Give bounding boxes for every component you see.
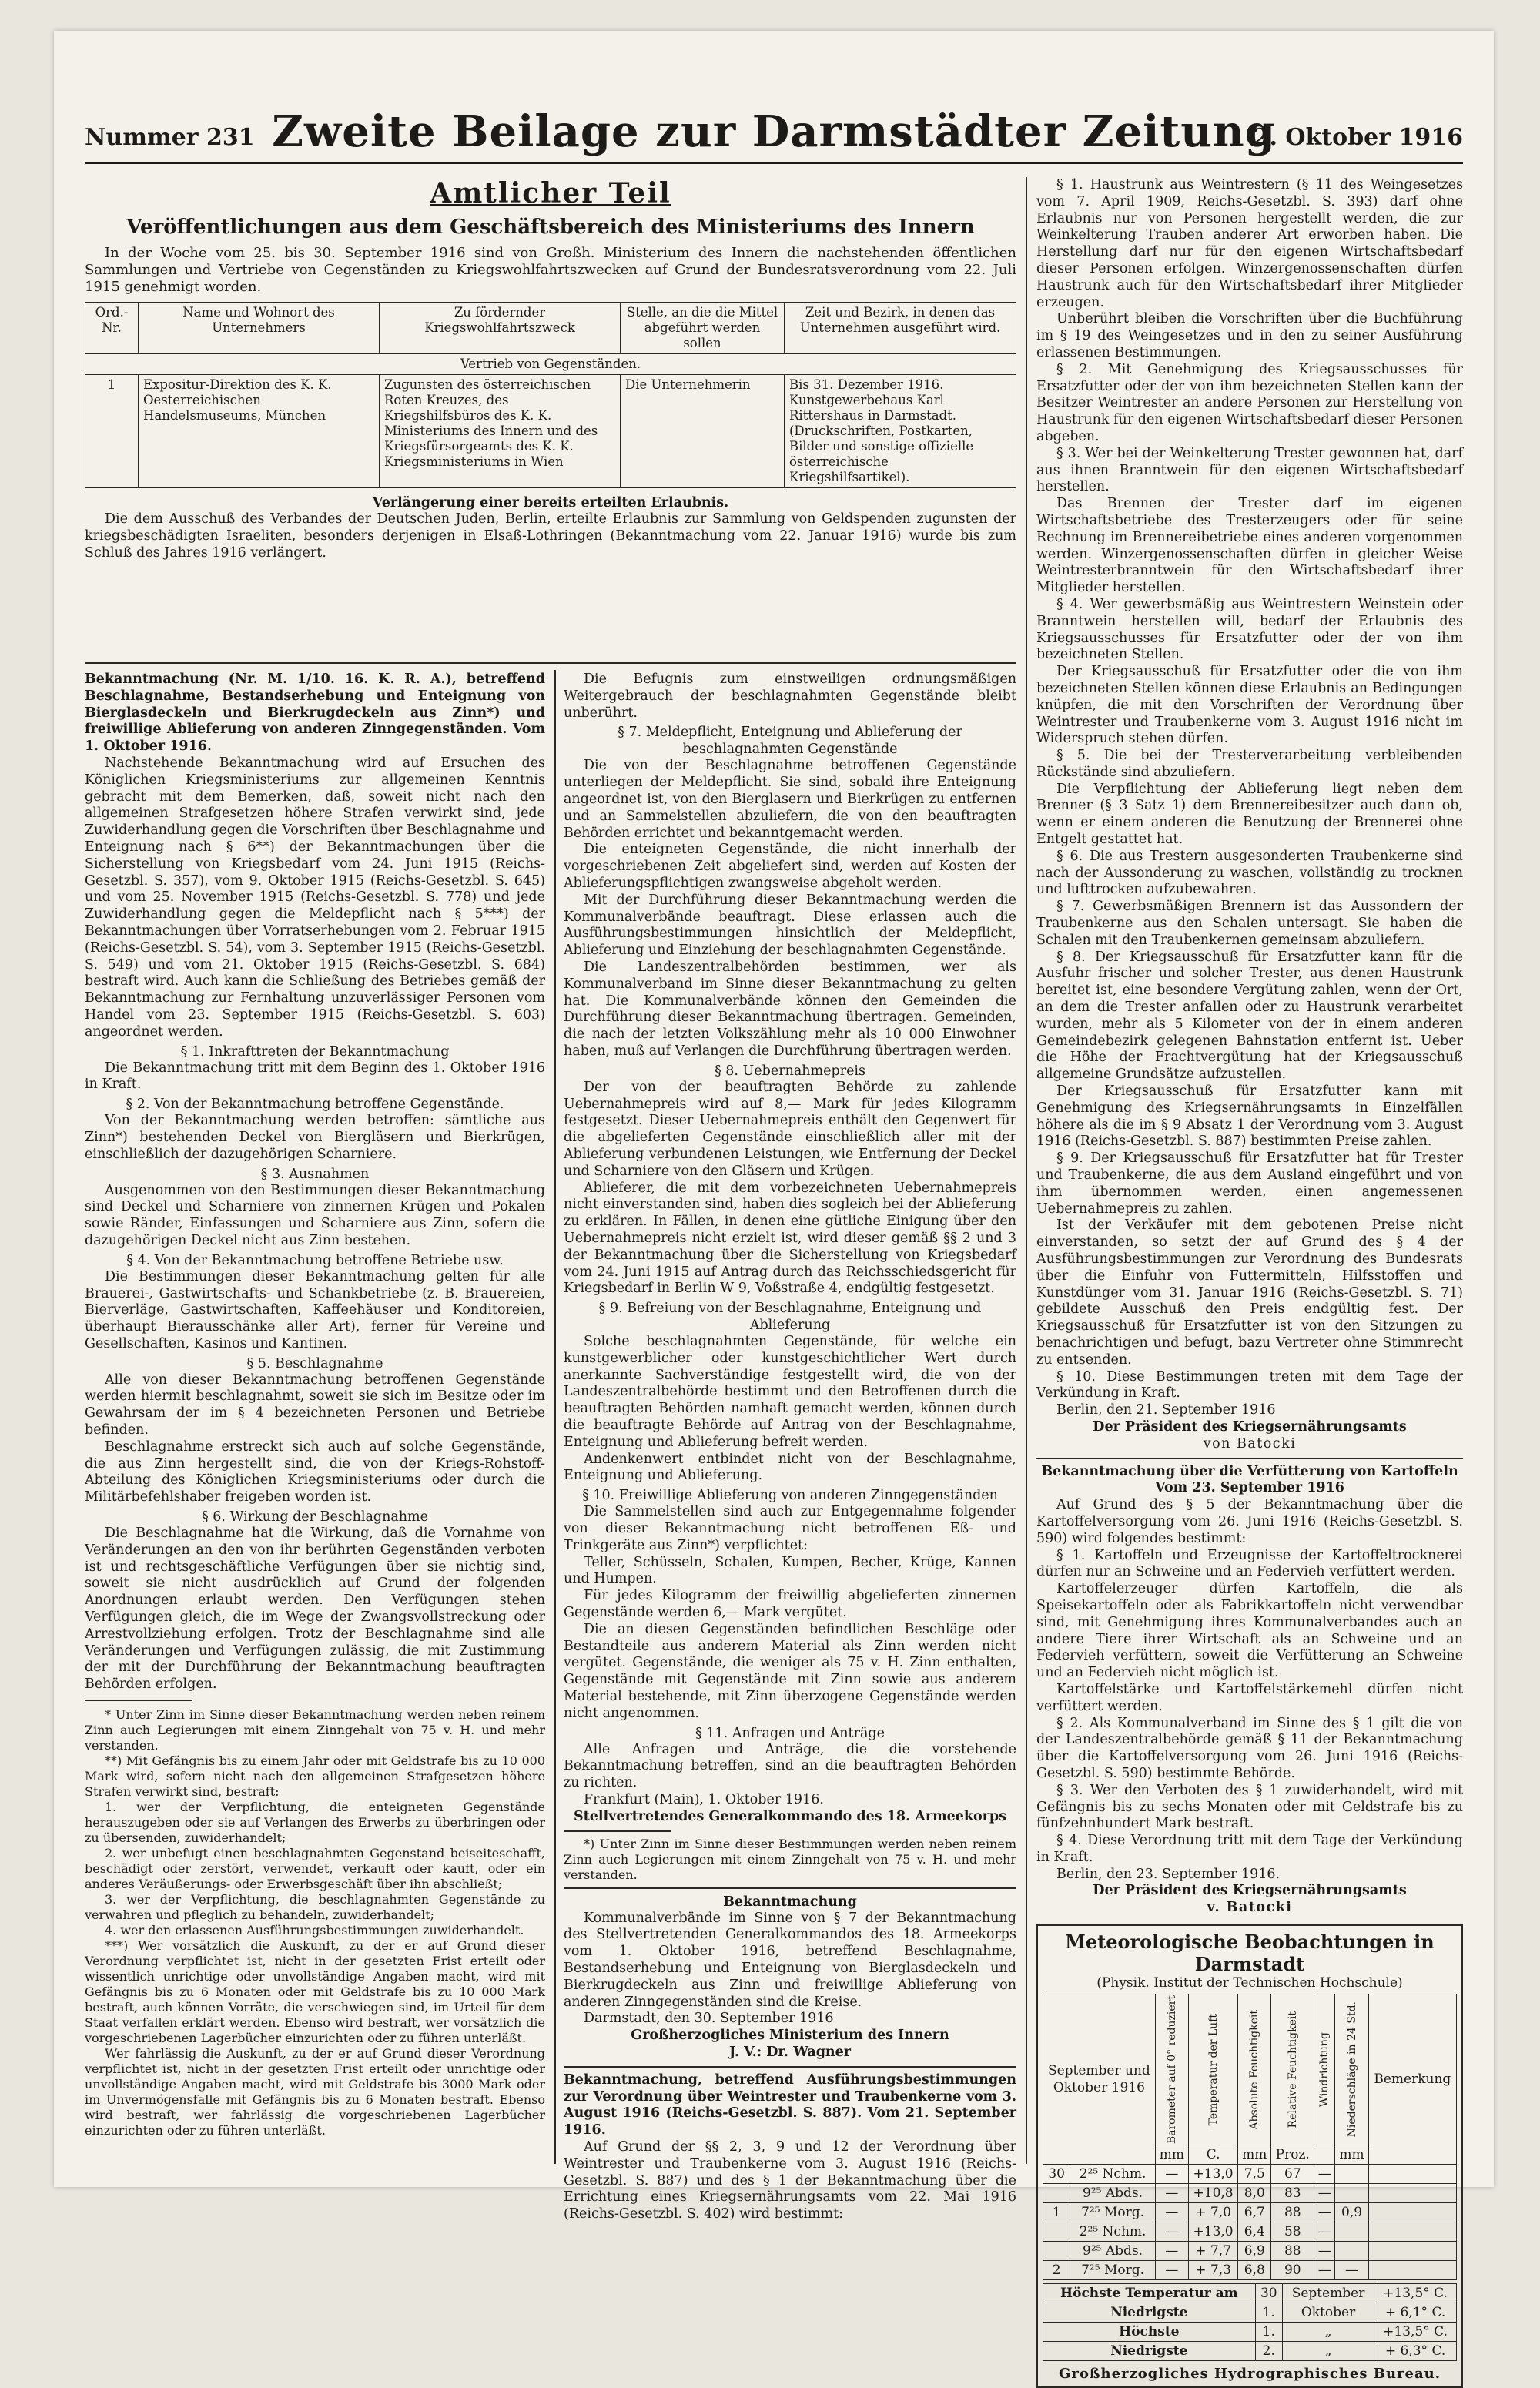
masthead (85, 92, 1463, 164)
weather-subtitle: (Physik. Institut der Technischen Hochschule) (1096, 1975, 1403, 1991)
wx-day (1043, 2184, 1070, 2203)
wx-extreme-v: + 6,1° C. (1374, 2303, 1457, 2323)
paragraph: Die Sammelstellen sind auch zur Entgegennahme folgender von dieser Bekanntmachung nicht betroffenen Eß- und Trinkgeräte aus Zinn*) verpflichtet: (564, 1504, 1016, 1553)
weather-extreme-row (1043, 2284, 1457, 2303)
wx-extreme-m: September (1282, 2284, 1374, 2303)
wx-baro: — (1155, 2261, 1188, 2280)
wx-day (1043, 2242, 1070, 2261)
column-1 (85, 672, 545, 2173)
paragraph: § 6. Die aus Trestern ausgesonderten Traubenkerne sind nach der Aussonderung zu waschen, vollständig zu trocknen und lufttrocken aufzubewahren. (1036, 848, 1463, 898)
paragraph: § 8. Der Kriegsausschuß für Ersatzfutter kann für die Ausfuhr frischer und solcher Trester, aus denen Haustrunk bereitet ist, eine besondere Vergütung zahlen, wenn der Ort, an dem die Trester anfallen oder zu Haustrunk verarbeitet wurden, mehr als 5 Kilometer von der in einem anderen Gemeindebezirk gelegenen Bahnstation entfernt ist. Ueber die Höhe der Frachtvergütung hat der Kriegsausschuß allgemeine Grundsätze aufzustellen. (1036, 949, 1463, 1083)
wx-baro: — (1155, 2222, 1188, 2242)
wx-wind: — (1314, 2165, 1335, 2184)
wx-remark (1368, 2203, 1456, 2222)
paragraph: Für jedes Kilogramm der freiwillig abgelieferten zinnernen Gegenstände werden 6,— Mark vergütet. (564, 1588, 1016, 1621)
paragraph: Nachstehende Bekanntmachung wird auf Ersuchen des Königlichen Kriegsministeriums zur allgemeinen Kenntnis gebracht mit dem Bemerken, daß, soweit nicht nach den allgemeinen Strafgesetzen höhere Strafen verwirkt sind, jede Zuwiderhandlung gegen die Vorschriften über Beschlagnahme und Enteignung nach § 6**) der Bekanntmachungen über die Sicherstellung von Kriegsbedarf vom 24. Juni 1915 (Reichs-Gesetzbl. S. 357), vom 9. Oktober 1915 (Reichs-Gesetzbl. S. 645) und vom 25. November 1915 (Reichs-Gesetzbl. S. 778) und jede Zuwiderhandlung gegen die Meldepflicht nach § 5***) der Bekanntmachungen über Vorratserhebungen vom 2. Februar 1915 (Reichs-Gesetzbl. S. 54), vom 3. September 1915 (Reichs-Gesetzbl. S. 549) und vom 21. Oktober 1915 (Reichs-Gesetzbl. S. 684) bestraft wird. Auch kann die Schließung des Betriebes gemäß der Bekanntmachung zur Fernhaltung unzuverlässiger Personen vom Handel vom 23. September 1915 (Reichs-Gesetzbl. S. 603) angeordnet werden. (85, 755, 545, 1040)
section-heading: § 2. Von der Bekanntmachung betroffene Gegenstände. (126, 1097, 504, 1113)
signature-place: Berlin, den 23. September 1916. (1056, 1866, 1281, 1882)
wx-extreme-label: Niedrigste (1043, 2342, 1256, 2361)
wx-extreme-d: 1. (1255, 2323, 1282, 2342)
footnote: ***) Wer vorsätzlich die Auskunft, zu der er auf Grund dieser Verordnung verpflichtet ist, nicht in der gesetzten Frist erteilt oder wissentlich unrichtige oder unvollständige Angaben macht, wird mit Gefängnis bis zu 6 Monaten oder mit Geldstrafe bis zu 10 000 Mark bestraft, auch können Vorräte, die verschwiegen sind, im Urteil für dem Staat verfallen erklärt werden. Ebenso wird bestraft, wer vorsätzlich die vorgeschriebenen Lagerbücher einzurichten oder zu führen unterläßt. (85, 1938, 545, 2046)
wx-day: 30 (1043, 2165, 1070, 2184)
paragraph: Die von der Beschlagnahme betroffenen Gegenstände unterliegen der Meldepflicht. Sie sind, sobald ihre Enteignung angeordnet ist, von den Bierglasern und Bierkrügen zu entfernen und an Sammelstellen abzuliefern, die von den beauftragten Behörden errichtet und bekanntgemacht werden. (564, 758, 1016, 841)
paragraph: Solche beschlagnahmten Gegenstände, für welche ein kunstgewerblicher oder kunstgeschichtlicher Wert durch anerkannte Sachverständige festgestellt wird, die von der Landeszentralbehörde bestimmt und den Betroffenen durch die beauftragten Behörden namhaft gemacht werden, können durch die beauftragte Behörde auf Antrag von der Beschlagnahme, Enteignung und Ablieferung befreit werden. (564, 1334, 1016, 1450)
wx-abs: 6,4 (1238, 2222, 1271, 2242)
wx-extreme-v: + 6,3° C. (1374, 2342, 1457, 2361)
section-heading: § 5. Beschlagnahme (246, 1355, 383, 1372)
wx-temp: + 7,7 (1189, 2242, 1238, 2261)
paragraph: Die enteigneten Gegenstände, die nicht innerhalb der vorgeschriebenen Zeit abgeliefert sind, werden auf Kosten der Ablieferungspflichtigen zwangsweise abgeholt werden. (564, 842, 1016, 891)
signature-org: Der Präsident des Kriegsernährungsamts (1093, 1883, 1407, 1899)
wx-extreme-d: 1. (1255, 2303, 1282, 2323)
paragraph: § 9. Der Kriegsausschuß für Ersatzfutter hat für Trester und Traubenkerne, die aus dem Ausland eingeführt und von ihm übernommen werden, einen angemessenen Uebernahmepreis zu zahlen. (1036, 1150, 1463, 1217)
signature-place: Frankfurt (Main), 1. Oktober 1916. (584, 1792, 824, 1808)
table-row (1043, 2261, 1457, 2280)
weather-extreme-row (1043, 2323, 1457, 2342)
cell-name: Expositur-Direktion des K. K. Oesterreichischen Handelsmuseums, München (139, 375, 380, 488)
section-heading: § 11. Anfragen und Anträge (695, 1725, 885, 1741)
weather-header-temp: Temperatur der Luft (1189, 1994, 1238, 2145)
wx-abs: 6,9 (1238, 2242, 1271, 2261)
wx-temp: +13,0 (1189, 2222, 1238, 2242)
weather-title: Meteorologische Beobachtungen in Darmstadt (1065, 1931, 1435, 1976)
wx-rain: 0,9 (1335, 2203, 1368, 2222)
extension-title: Verlängerung einer bereits erteilten Erlaubnis. (372, 495, 729, 511)
cell-nr: 1 (85, 375, 139, 488)
wx-wind: — (1314, 2203, 1335, 2222)
wx-rel: 58 (1271, 2222, 1314, 2242)
col-header-name: Name und Wohnort des Unternehmers (139, 303, 380, 354)
paragraph: § 5. Die bei der Tresterverarbeitung verbleibenden Rückstände sind abzuliefern. (1036, 748, 1463, 780)
weather-header-row (1043, 1994, 1457, 2145)
section-intro: In der Woche vom 25. bis 30. September 1916 sind von Großh. Ministerium des Innern die nachstehenden öffentlichen Sammlungen und Vertriebe von Gegenständen zu Kriegswohlfahrtszwecken auf Grund der Bundesratsverordnung vom 22. Juli 1915 genehmigt worden. (85, 245, 1016, 295)
section-heading: § 3. Ausnahmen (260, 1166, 370, 1182)
decree-title: Bekanntmachung über die Verfütterung von Kartoffeln Vom 23. September 1916 (1041, 1463, 1458, 1496)
paragraph: § 4. Diese Verordnung tritt mit dem Tage der Verkündung in Kraft. (1036, 1833, 1463, 1865)
weather-table (1043, 1994, 1457, 2280)
wx-baro: — (1155, 2165, 1188, 2184)
section-heading: § 4. Von der Bekanntmachung betroffene Betriebe usw. (126, 1252, 504, 1268)
divider (85, 662, 1016, 664)
weather-header-abs: Absolute Feuchtigkeit (1238, 1994, 1271, 2145)
wx-time: 2²⁵ Nchm. (1070, 2222, 1155, 2242)
weather-header-remark: Bemerkung (1368, 1994, 1456, 2165)
wx-extreme-m: Oktober (1282, 2303, 1374, 2323)
weather-extremes (1043, 2283, 1457, 2361)
paragraph: Die Verpflichtung der Ablieferung liegt neben dem Brenner (§ 3 Satz 1) dem Brennereibesitzer auch dann ob, wenn er einem anderen die Benutzung der Brennerei ohne Entgelt gestattet hat. (1036, 781, 1463, 848)
footnote: * Unter Zinn im Sinne dieser Bekanntmachung werden neben reinem Zinn auch Legierungen mit einem Zinngehalt von 75 v. H. und mehr verstanden. (85, 1707, 545, 1753)
notice-title: Bekanntmachung (723, 1894, 857, 1910)
footnote-item: 2. wer unbefugt einen beschlagnahmten Gegenstand beiseiteschafft, beschädigt oder zerstört, verwendet, verkauft oder kauft, oder ein anderes Veräußerungs- oder Erwerbsgeschäft über ihn abschließt; (85, 1846, 545, 1892)
signature-org: Stellvertretendes Generalkommando des 18. Armeekorps (574, 1808, 1006, 1824)
signature-name: J. V.: Dr. Wagner (728, 2044, 852, 2060)
wx-baro: — (1155, 2203, 1188, 2222)
signature-place: Berlin, den 21. September 1916 (1056, 1402, 1276, 1418)
signature-place: Darmstadt, den 30. September 1916 (584, 2011, 834, 2027)
footnote-divider (85, 1700, 192, 1701)
section-heading: § 9. Befreiung von der Beschlagnahme, Enteignung und Ablieferung (598, 1301, 982, 1334)
table-row (1043, 2184, 1457, 2203)
signature-name: v. Batocki (1207, 1900, 1293, 1916)
paragraph: Die Bestimmungen dieser Bekanntmachung gelten für alle Brauerei-, Gastwirtschafts- und Schankbetriebe (z. B. Brauereien, Bierverläge, Gastwirtschaften, Kaffeehäuser und Konditoreien, überhaupt Bierausschänke aller Art), ferner für Vereine und Gesellschaften, Kasinos und Kantinen. (85, 1268, 545, 1351)
weather-header-wind: Windrichtung (1314, 1994, 1335, 2145)
footnote-item: 3. wer der Verpflichtung, die beschlagnahmten Gegenstände zu verwahren und pfleglich zu behandeln, zuwiderhandelt; (85, 1892, 545, 1923)
registry-table (85, 302, 1016, 488)
wx-abs: 8,0 (1238, 2184, 1271, 2203)
wx-day: 2 (1043, 2261, 1070, 2280)
wx-rain (1335, 2165, 1368, 2184)
registry-header-row (85, 303, 1016, 354)
paragraph: Andenkenwert entbindet nicht von der Beschlagnahme, Enteignung und Ablieferung. (564, 1451, 1016, 1484)
column-3 (1036, 177, 1463, 2383)
wx-day: 1 (1043, 2203, 1070, 2222)
divider (564, 2066, 1016, 2068)
wx-rel: 67 (1271, 2165, 1314, 2184)
wx-rain (1335, 2222, 1368, 2242)
paragraph: § 2. Mit Genehmigung des Kriegsausschusses für Ersatzfutter oder der von ihm bezeichneten Stellen kann der Besitzer Weintrester an andere Personen zur Herstellung von Haustrunk für den eigenen Wirtschaftsbedarf dieser Personen abgeben. (1036, 361, 1463, 444)
wx-wind: — (1314, 2261, 1335, 2280)
col-header-nr: Ord.-Nr. (85, 303, 139, 354)
footnote: Wer fahrlässig die Auskunft, zu der er auf Grund dieser Verordnung verpflichtet ist, nicht in der gesetzten Frist erteilt oder unrichtige oder unvollständige Angaben macht, wird mit Geldstrafe bis 3000 Mark oder im Unvermögensfalle mit Gefängnis bis zu 6 Monaten bestraft. Ebenso wird bestraft, wer fahrlässig die vorgeschriebenen Lagerbücher einzurichten oder zu führen unterläßt. (85, 2046, 545, 2138)
paragraph: Der Kriegsausschuß für Ersatzfutter oder die von ihm bezeichneten Stellen können diese Erlaubnis an Bedingungen knüpfen, die mit den Vorschriften der Verordnung über Weintrester und Traubenkerne vom 3. August 1916 nicht im Widerspruch stehen dürfen. (1036, 664, 1463, 747)
table-row (1043, 2242, 1457, 2261)
wx-extreme-d: 30 (1255, 2284, 1282, 2303)
wx-abs: 6,8 (1238, 2261, 1271, 2280)
wx-extreme-v: +13,5° C. (1374, 2284, 1457, 2303)
paragraph: Alle von dieser Bekanntmachung betroffenen Gegenstände werden hiermit beschlagnahmt, soweit sie sich im Besitze oder im Gewahrsam der im § 4 bezeichneten Personen und Betriebe befinden. (85, 1372, 545, 1438)
paragraph: § 4. Wer gewerbsmäßig aus Weintrestern Weinstein oder Branntwein herstellen will, bedarf der Erlaubnis des Kriegsausschusses für Ersatzfutter oder der von ihm bezeichneten Stellen. (1036, 596, 1463, 663)
cell-recipient: Die Unternehmerin (621, 375, 785, 488)
wx-wind: — (1314, 2222, 1335, 2242)
section-heading: § 7. Meldepflicht, Enteignung und Ablieferung der beschlagnahmten Gegenstände (618, 725, 962, 758)
paragraph: Kommunalverbände im Sinne von § 7 der Bekanntmachung des Stellvertretenden Generalkommandos des 18. Armeekorps vom 1. Oktober 1916, betreffend Beschlagnahme, Bestandserhebung und Enteignung von Bierglasdeckeln und Bierkrugdeckeln aus Zinn und freiwillige Ablieferung von anderen Zinngegenständen sind die Kreise. (564, 1910, 1016, 2010)
paragraph: Auf Grund der §§ 2, 3, 9 und 12 der Verordnung über Weintrester und Traubenkerne vom 3. August 1916 (Reichs-Gesetzbl. S. 887) und des § 1 der Bekanntmachung über die Errichtung eines Kriegsernährungsamts vom 22. Mai 1916 (Reichs-Gesetzbl. S. 402) wird bestimmt: (564, 2138, 1016, 2222)
wx-rel: 88 (1271, 2203, 1314, 2222)
paragraph: Unberührt bleiben die Vorschriften über die Buchführung im § 19 des Weingesetzes und in den zu seiner Ausführung erlassenen Bestimmungen. (1036, 311, 1463, 360)
table-row (1043, 2165, 1457, 2184)
wx-rain (1335, 2242, 1368, 2261)
column-2 (564, 672, 1016, 2222)
wx-temp: + 7,0 (1189, 2203, 1238, 2222)
wx-day (1043, 2222, 1070, 2242)
paragraph: § 2. Als Kommunalverband im Sinne des § 1 gilt die von der Landeszentralbehörde gemäß § 11 der Bekanntmachung über die Kartoffelversorgung vom 26. Juni 1916 (Reichs-Gesetzbl. S. 590) bestimmte Behörde. (1036, 1715, 1463, 1781)
wx-rain: — (1335, 2261, 1368, 2280)
divider (1036, 1458, 1463, 1459)
table-row (85, 375, 1016, 488)
paragraph: § 10. Diese Bestimmungen treten mit dem Tage der Verkündung in Kraft. (1036, 1368, 1463, 1402)
signature-name: von Batocki (1203, 1435, 1297, 1452)
wx-remark (1368, 2242, 1456, 2261)
wx-time: 7²⁵ Morg. (1070, 2203, 1155, 2222)
wx-extreme-v: +13,5° C. (1374, 2323, 1457, 2342)
unit-rain: mm (1335, 2145, 1368, 2165)
weather-extreme-row (1043, 2342, 1457, 2361)
wx-extreme-label: Niedrigste (1043, 2303, 1256, 2323)
wx-extreme-m: „ (1282, 2342, 1374, 2361)
signature-org: Der Präsident des Kriegsernährungsamts (1093, 1418, 1407, 1435)
wx-rel: 83 (1271, 2184, 1314, 2203)
wx-temp: + 7,3 (1189, 2261, 1238, 2280)
cell-purpose: Zugunsten des österreichischen Roten Kreuzes, des Kriegshilfsbüros des K. K. Ministeriums des Innern und des Kriegsfürsorgeamts des K. K. Kriegsministeriums in Wien (380, 375, 621, 488)
wx-remark (1368, 2222, 1456, 2242)
paragraph: Auf Grund des § 5 der Bekanntmachung über die Kartoffelversorgung vom 26. Juni 1916 (Reichs-Gesetzbl. S. 590) wird folgendes bestimmt: (1036, 1497, 1463, 1546)
footnote-divider (564, 1830, 671, 1832)
decree-title: Bekanntmachung, betreffend Ausführungsbestimmungen zur Verordnung über Weintrester und Traubenkerne vom 3. August 1916 (Reichs-Gesetzbl. S. 887). Vom 21. September 1916. (564, 2071, 1016, 2138)
table-row (1043, 2222, 1457, 2242)
paragraph: Kartoffelerzeuger dürfen Kartoffeln, die als Speisekartoffeln oder als Fabrikkartoffeln nicht verwendbar sind, mit Genehmigung ihres Kommunalverbandes auch an andere Tiere ihrer Wirtschaft als an Schweine und an Federvieh verfüttern, soweit die Verfütterung an Schweine und an Federvieh nicht möglich ist. (1036, 1581, 1463, 1681)
official-section (85, 177, 1016, 655)
wx-extreme-label: Höchste Temperatur am (1043, 2284, 1256, 2303)
divider (1026, 177, 1027, 2164)
wx-temp: +10,8 (1189, 2184, 1238, 2203)
wx-temp: +13,0 (1189, 2165, 1238, 2184)
cell-time: Bis 31. Dezember 1916. Kunstgewerbehaus Karl Rittershaus in Darmstadt. (Druckschriften, Postkarten, Bilder und sonstige offizielle österreichische Kriegshilfsartikel). (785, 375, 1016, 488)
paragraph: § 1. Haustrunk aus Weintrestern (§ 11 des Weingesetzes vom 7. April 1909, Reichs-Gesetzbl. S. 393) darf ohne Erlaubnis nur von Personen hergestellt werden, die zur Weinkelterung Trauben anderer Art erworben haben. Die Herstellung darf nur für den eigenen Wirtschaftsbedarf dieser Personen erfolgen. Winzergenossenschaften dürfen Haustrunk auch für den Wirtschaftsbedarf ihrer Mitglieder erzeugen. (1036, 177, 1463, 310)
paragraph: Der Kriegsausschuß für Ersatzfutter kann mit Genehmigung des Kriegsernährungsamts in Einzelfällen höhere als die im § 9 Absatz 1 der Verordnung vom 3. August 1916 (Reichs-Gesetzbl. S. 887) bestimmten Preise zahlen. (1036, 1083, 1463, 1150)
paragraph: Mit der Durchführung dieser Bekanntmachung werden die Kommunalverbände beauftragt. Diese erlassen auch die Ausführungsbestimmungen hinsichtlich der Meldepflicht, Ablieferung und Einziehung der beschlagnahmten Gegenstände. (564, 892, 1016, 959)
col-header-purpose: Zu fördernder Kriegswohlfahrtszweck (380, 303, 621, 354)
wx-baro: — (1155, 2242, 1188, 2261)
footnote: *) Unter Zinn im Sinne dieser Bestimmungen werden neben reinem Zinn auch Legierungen mit einem Zinngehalt von 75 v. H. und mehr verstanden. (564, 1836, 1016, 1882)
issue-date: 2. Oktober 1916 (1253, 124, 1463, 151)
divider (554, 670, 556, 2164)
paragraph: Ausgenommen von den Bestimmungen dieser Bekanntmachung sind Deckel und Scharniere von zinnernen Krügen und Pokalen sowie Ränder, Einfassungen und Scharniere aus Zinn, sofern die dazugehörigen Deckel nicht aus Zinn bestehen. (85, 1182, 545, 1248)
section-heading: § 1. Inkrafttreten der Bekanntmachung (180, 1043, 450, 1060)
paragraph: § 3. Wer den Verboten des § 1 zuwiderhandelt, wird mit Gefängnis bis zu sechs Monaten oder mit Geldstrafe bis zu fünfzehnhundert Mark bestraft. (1036, 1782, 1463, 1832)
unit-wind (1314, 2145, 1335, 2165)
weather-footer: Großherzogliches Hydrographisches Bureau. (1058, 2366, 1441, 2383)
paragraph: Kartoffelstärke und Kartoffelstärkemehl dürfen nicht verfüttert werden. (1036, 1681, 1463, 1714)
wx-time: 9²⁵ Abds. (1070, 2184, 1155, 2203)
paragraph: § 1. Kartoffeln und Erzeugnisse der Kartoffeltrocknerei dürfen nur an Schweine und an Federvieh verfüttert werden. (1036, 1547, 1463, 1580)
wx-abs: 6,7 (1238, 2203, 1271, 2222)
unit-rel: Proz. (1271, 2145, 1314, 2165)
wx-extreme-d: 2. (1255, 2342, 1282, 2361)
extension-text: Die dem Ausschuß des Verbandes der Deutschen Juden, Berlin, erteilte Erlaubnis zur Sammlung von Geldspenden zugunsten der kriegsbeschädigten Israeliten, besonders derjenigen in Elsaß-Lothringen (Bekanntmachung vom 22. Januar 1916) wurde bis zum Schluß des Jahres 1916 verlängert. (85, 511, 1016, 561)
wx-rel: 90 (1271, 2261, 1314, 2280)
wx-wind: — (1314, 2184, 1335, 2203)
newspaper-title: Zweite Beilage zur Darmstädter Zeitung (272, 106, 1276, 157)
paragraph: § 7. Gewerbsmäßigen Brennern ist das Aussondern der Traubenkerne aus den Schalen untersagt. Sie haben die Schalen mit den Traubenkernen gemeinsam abzuliefern. (1036, 899, 1463, 948)
section-heading: § 10. Freiwillige Ablieferung von anderen Zinngegenständen (582, 1488, 998, 1504)
section-subtitle: Veröffentlichungen aus dem Geschäftsbereich des Ministeriums des Innern (126, 216, 975, 239)
wx-extreme-label: Höchste (1043, 2323, 1256, 2342)
paragraph: § 3. Wer bei der Weinkelterung Trester gewonnen hat, darf aus ihnen Branntwein für den eigenen Wirtschaftsbedarf herstellen. (1036, 445, 1463, 495)
paragraph: Der von der beauftragten Behörde zu zahlende Uebernahmepreis wird auf 8,— Mark für jedes Kilogramm festgesetzt. Dieser Uebernahmepreis enthält den Gegenwert für die abgelieferten Gegenstände einschließlich aller mit der Ablieferung verbundenen Leistungen, wie Entfernung der Deckel und Scharniere von den Gläsern und Krügen. (564, 1079, 1016, 1179)
wx-baro: — (1155, 2184, 1188, 2203)
weather-header-rain: Niederschläge in 24 Std. (1335, 1994, 1368, 2145)
paragraph: Die an diesen Gegenständen befindlichen Beschläge oder Bestandteile aus anderem Material als Zinn werden nicht vergütet. Gegenstände, die weniger als 75 v. H. Zinn enthalten, Gegenstände mit Gegenstände mit Zinn sowie aus anderem Material bestehende, mit Zinn überzogene Gegenstände werden nicht angenommen. (564, 1621, 1016, 1721)
paragraph: Das Brennen der Trester darf im eigenen Wirtschaftsbetriebe des Tresterzeugers oder für seine Rechnung im Brennereibetriebe eines anderen vorgenommen werden. Winzergenossenschaften dürfen in gleicher Weise Weintresterbranntwein für den Wirtschaftsbedarf ihrer Mitglieder herstellen. (1036, 496, 1463, 596)
col-header-time: Zeit und Bezirk, in denen das Unternehmen ausgeführt wird. (785, 303, 1016, 354)
wx-remark (1368, 2261, 1456, 2280)
wx-time: 7²⁵ Morg. (1070, 2261, 1155, 2280)
weather-rows (1043, 2165, 1457, 2280)
wx-rain (1335, 2184, 1368, 2203)
paragraph: Ist der Verkäufer mit dem gebotenen Preise nicht einverstanden, so setzt der auf Grund des § 4 der Ausführungsbestimmungen zur Verordnung des Bundesrats über die Einfuhr von Futtermitteln, Hilfsstoffen und Kunstdünger vom 31. Januar 1916 (Reichs-Gesetzbl. S. 71) gebildete Ausschuß den Preis endgültig fest. Der Kriegsausschuß für Ersatzfutter ist von den Sitzungen zu benachrichtigen und befugt, bazu Vertreter ohne Stimmrecht zu entsenden. (1036, 1217, 1463, 1368)
unit-baro: mm (1155, 2145, 1188, 2165)
registry-group-row (85, 354, 1016, 375)
footnote-item: 4. wer den erlassenen Ausführungsbestimmungen zuwiderhandelt. (105, 1923, 524, 1938)
footnote-item: 1. wer der Verpflichtung, die enteigneten Gegenstände herauszugeben oder sie auf Verlangen des Erwerbs zu überbringen oder zu übersenden, zuwiderhandelt; (85, 1800, 545, 1846)
signature-org: Großherzogliches Ministerium des Innern (631, 2028, 949, 2044)
paragraph: Die Bekanntmachung tritt mit dem Beginn des 1. Oktober 1916 in Kraft. (85, 1060, 545, 1093)
unit-temp: C. (1189, 2145, 1238, 2165)
wx-remark (1368, 2165, 1456, 2184)
registry-group-label: Vertrieb von Gegenständen. (85, 354, 1016, 375)
wx-extreme-m: „ (1282, 2323, 1374, 2342)
paragraph: Die Beschlagnahme hat die Wirkung, daß die Vornahme von Veränderungen an den von ihr berührten Gegenständen verboten ist und rechtsgeschäftliche Verfügungen über sie nichtig sind, soweit sie nicht ausdrücklich auf Grund der folgenden Anordnungen erlaubt werden. Den Verfügungen stehen Verfügungen gleich, die im Wege der Zwangsvollstreckung oder Arrestvollziehung erfolgen. Trotz der Beschlagnahme sind alle Veränderungen und Verfügungen zulässig, die mit Zustimmung der mit der Durchführung der Bekanntmachung beauftragten Behörden erfolgen. (85, 1526, 545, 1693)
paragraph: Ablieferer, die mit dem vorbezeichneten Uebernahmepreis nicht einverstanden sind, haben dies sogleich bei der Ablieferung zu erklären. In Fällen, in denen eine gütliche Einigung über den Uebernahmepreis nicht erzielt ist, wird dieser gemäß §§ 2 und 3 der Bekanntmachung über die Sicherstellung von Kriegsbedarf vom 24. Juni 1915 auf Antrag durch das Reichsschiedsgericht für Kriegsbedarf in Berlin W 9, Voßstraße 4, endgültig festgesetzt. (564, 1180, 1016, 1297)
paragraph: Teller, Schüsseln, Schalen, Kumpen, Becher, Krüge, Kannen und Humpen. (564, 1554, 1016, 1587)
paragraph: Von der Bekanntmachung werden betroffen: sämtliche aus Zinn*) bestehenden Deckel von Biergläsern und Bierkrügen, einschließlich der dazugehörigen Scharniere. (85, 1113, 545, 1162)
wx-wind: — (1314, 2242, 1335, 2261)
divider (564, 1887, 1016, 1889)
footnote: **) Mit Gefängnis bis zu einem Jahr oder mit Geldstrafe bis zu 10 000 Mark wird, sofern nicht nach den allgemeinen Strafgesetzen höhere Strafen verwirkt sind, bestraft: (85, 1753, 545, 1800)
wx-remark (1368, 2184, 1456, 2203)
paragraph: Beschlagnahme erstreckt sich auch auf solche Gegenstände, die aus Zinn hergestellt sind, die von der Kriegs-Rohstoff-Abteilung des Königlichen Kriegsministeriums oder durch die Militärbefehlshaber freigeben worden ist. (85, 1438, 545, 1505)
wx-rel: 88 (1271, 2242, 1314, 2261)
wx-time: 9²⁵ Abds. (1070, 2242, 1155, 2261)
newspaper-page (54, 31, 1494, 2383)
table-row (1043, 2203, 1457, 2222)
wx-abs: 7,5 (1238, 2165, 1271, 2184)
weather-box (1036, 1924, 1463, 2388)
section-heading: § 6. Wirkung der Beschlagnahme (201, 1509, 429, 1526)
weather-header-rel: Relative Feuchtigkeit (1271, 1994, 1314, 2145)
paragraph: Die Befugnis zum einstweiligen ordnungsmäßigen Weitergebrauch der beschlagnahmten Gegenstände bleibt unberührt. (564, 672, 1016, 721)
section-heading: § 8. Uebernahmepreis (714, 1063, 866, 1079)
wx-time: 2²⁵ Nchm. (1070, 2165, 1155, 2184)
col-header-recipient: Stelle, an die die Mittel abgeführt werden sollen (621, 303, 785, 354)
decree-title: Bekanntmachung (Nr. M. 1/10. 16. K. R. A.), betreffend Beschlagnahme, Bestandserhebung und Enteignung von Bierglasdeckeln und Bierkrugdeckeln aus Zinn*) und freiwillige Ablieferung von anderen Zinngegenständen. Vom 1. Oktober 1916. (85, 672, 545, 755)
unit-abs: mm (1238, 2145, 1271, 2165)
weather-extreme-row (1043, 2303, 1457, 2323)
paragraph: Die Landeszentralbehörden bestimmen, wer als Kommunalverband im Sinne dieser Bekanntmachung zu gelten hat. Die Kommunalverbände können den Gemeinden die Durchführung dieser Bekanntmachung übertragen. Gemeinden, die nach der letzten Volkszählung mehr als 10 000 Einwohner haben, muß auf Verlangen die Durchführung übertragen werden. (564, 959, 1016, 1059)
issue-number: Nummer 231 (85, 124, 255, 151)
paragraph: Alle Anfragen und Anträge, die die vorstehende Bekanntmachung betreffen, sind an die beauftragten Behörden zu richten. (564, 1741, 1016, 1791)
weather-header-baro: Barometer auf 0° reduziert (1155, 1994, 1188, 2145)
section-title: Amtlicher Teil (430, 177, 671, 209)
weather-header-date: September und Oktober 1916 (1043, 1994, 1156, 2165)
